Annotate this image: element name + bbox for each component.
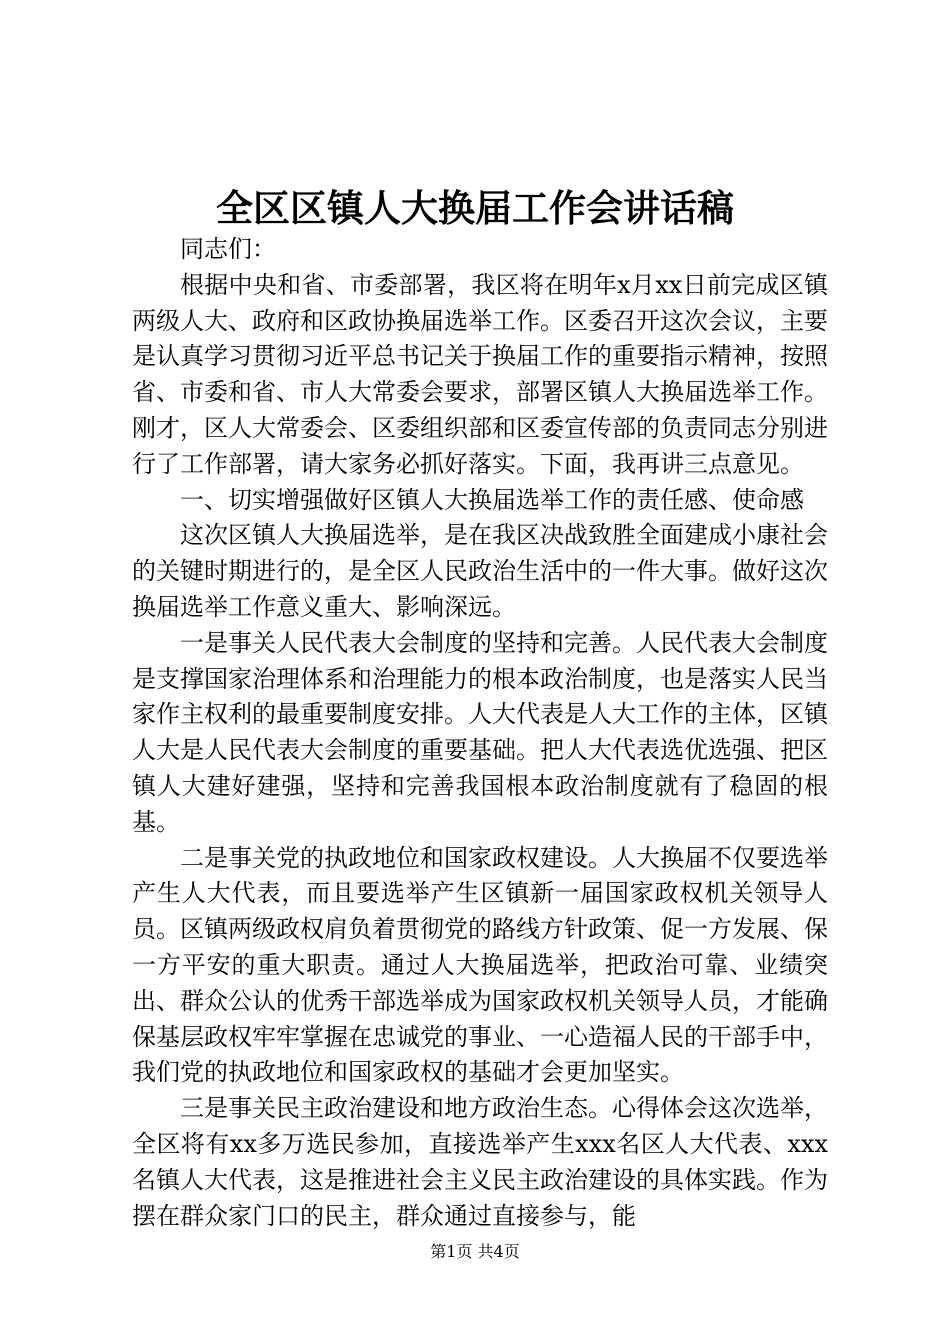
paragraph-significance: 这次区镇人大换届选举，是在我区决战致胜全面建成小康社会的关键时期进行的，是全区人民政治生活中的一件大事。做好这次换届选举工作意义重大、影响深远。 (132, 521, 828, 621)
salutation: 同志们： (180, 235, 276, 263)
paragraph-point-2: 二是事关党的执政地位和国家政权建设。人大换届不仅要选举产生人大代表，而且要选举产生区镇新一届国家政权机关领导人员。区镇两级政权肩负着贯彻党的路线方针政策、促一方发展、保一方平安的重大职责。通过人大换届选举，把政治可靠、业绩突出、群众公认的优秀干部选举成为国家政权机关领导人员，才能确保基层政权牢牢掌握在忠诚党的事业、一心造福人民的干部手中，我们党的执政地位和国家政权的基础才会更加坚实。 (132, 843, 828, 1087)
page-number-footer: 第1页 共4页 (430, 1242, 520, 1261)
document-body (132, 232, 828, 1234)
paragraph-intro: 根据中央和省、市委部署，我区将在明年x月xx日前完成区镇两级人大、政府和区政协换届选举工作。区委召开这次会议，主要是认真学习贯彻习近平总书记关于换届工作的重要指示精神，按照省、市委和省、市人大常委会要求，部署区镇人大换届选举工作。刚才，区人大常委会、区委组织部和区委宣传部的负责同志分别进行了工作部署，请大家务必抓好落实。下面，我再讲三点意见。 (132, 270, 828, 478)
section-heading-1: 一、切实增强做好区镇人大换届选举工作的责任感、使命感 (180, 485, 804, 514)
paragraph-point-3: 三是事关民主政治建设和地方政治生态。心得体会这次选举，全区将有xx多万选民参加，直接选举产生xxx名区人大代表、xxx名镇人大代表，这是推进社会主义民主政治建设的具体实践。作为摆在群众家门口的民主，群众通过直接参与，能 (132, 1094, 828, 1230)
document-title: 全区区镇人大换届工作会讲话稿 (216, 186, 734, 230)
paragraph-point-1: 一是事关人民代表大会制度的坚持和完善。人民代表大会制度是支撑国家治理体系和治理能力的根本政治制度，也是落实人民当家作主权利的最重要制度安排。人大代表是人大工作的主体，区镇人大是人民代表大会制度的重要基础。把人大代表选优选强、把区镇人大建好建强，坚持和完善我国根本政治制度就有了稳固的根基。 (132, 628, 828, 836)
